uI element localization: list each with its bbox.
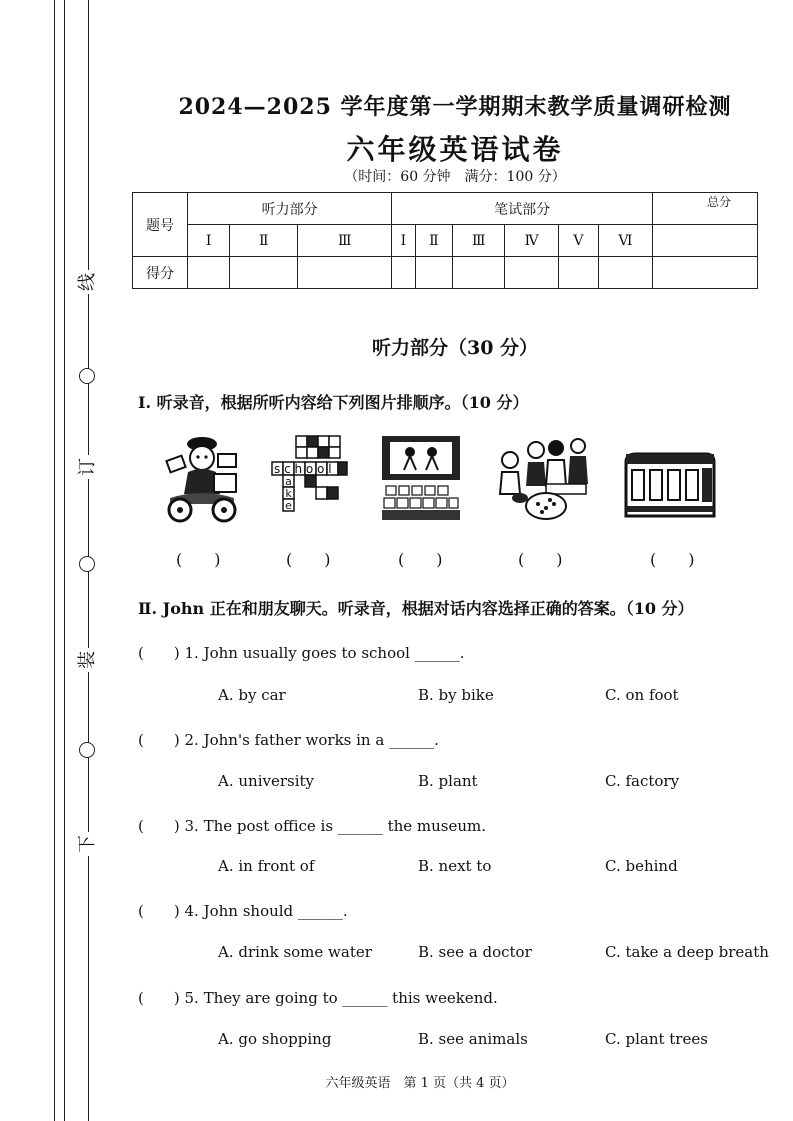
- option-c[interactable]: C. factory: [605, 772, 680, 790]
- score-cell[interactable]: [453, 257, 505, 289]
- margin-circle: [79, 556, 95, 572]
- score-label: 得分: [133, 257, 188, 289]
- question-5[interactable]: [138, 987, 498, 1008]
- crossword-school-cake-icon: [268, 432, 350, 524]
- col-header: Ⅱ: [230, 225, 298, 257]
- part1-heading: Ⅰ. 听录音，根据所听内容给下列图片排顺序。（10 分）: [138, 393, 529, 412]
- margin-circle: [79, 368, 95, 384]
- answer-blank[interactable]: ( ): [398, 550, 443, 569]
- total-header: 总分: [653, 193, 758, 225]
- answer-blank[interactable]: ( ): [650, 550, 695, 569]
- margin-circle: [79, 742, 95, 758]
- cinema-screen-icon: [380, 432, 462, 522]
- option-a[interactable]: A. drink some water: [218, 943, 372, 961]
- margin-label: 订: [76, 455, 100, 479]
- svg-text:k: k: [285, 487, 292, 500]
- col-header: Ⅱ: [415, 225, 453, 257]
- question-prefix: ( ) 4.: [138, 902, 199, 920]
- crossword-across-letters: s c h o o l: [274, 462, 332, 476]
- answer-blank[interactable]: ( ): [176, 550, 221, 569]
- col-header: Ⅲ: [453, 225, 505, 257]
- option-b[interactable]: B. by bike: [418, 686, 494, 704]
- part2-heading: Ⅱ. John 正在和朋友聊天。听录音，根据对话内容选择正确的答案。（10 分）: [138, 599, 694, 618]
- question-text: John usually goes to school ______.: [203, 644, 465, 662]
- subway-train-icon: [624, 432, 716, 522]
- col-header: Ⅰ: [188, 225, 230, 257]
- total-score-cell[interactable]: [653, 257, 758, 289]
- people-cooking-icon: [496, 432, 590, 524]
- option-b[interactable]: B. next to: [418, 857, 492, 875]
- question-prefix: ( ) 1.: [138, 644, 199, 662]
- question-2[interactable]: [138, 729, 439, 750]
- question-prefix: ( ) 3.: [138, 817, 199, 835]
- question-text: They are going to ______ this weekend.: [203, 989, 498, 1007]
- option-a[interactable]: A. by car: [218, 686, 286, 704]
- time-and-score: （时间：60 分钟 满分：100 分）: [344, 169, 566, 185]
- col-header: Ⅵ: [598, 225, 652, 257]
- score-cell[interactable]: [188, 257, 230, 289]
- postman-on-scooter-icon: [162, 432, 242, 524]
- score-cell[interactable]: [505, 257, 559, 289]
- option-b[interactable]: B. see animals: [418, 1030, 528, 1048]
- margin-label: 装: [76, 648, 100, 672]
- col-header: Ⅲ: [298, 225, 392, 257]
- col-header: Ⅴ: [559, 225, 599, 257]
- svg-text:e: e: [285, 499, 292, 512]
- option-c[interactable]: C. plant trees: [605, 1030, 708, 1048]
- option-c[interactable]: C. on foot: [605, 686, 679, 704]
- question-4[interactable]: [138, 900, 348, 921]
- page-footer: 六年级英语 第 1 页（共 4 页）: [325, 1076, 515, 1091]
- question-3[interactable]: [138, 815, 486, 836]
- option-b[interactable]: B. plant: [418, 772, 478, 790]
- question-number-label: 题号: [133, 193, 188, 257]
- question-prefix: ( ) 2.: [138, 731, 199, 749]
- question-text: The post office is ______ the museum.: [203, 817, 487, 835]
- option-a[interactable]: A. in front of: [218, 857, 315, 875]
- exam-title: 2024—2025 学年度第一学期期末教学质量调研检测: [178, 94, 732, 120]
- option-b[interactable]: B. see a doctor: [418, 943, 532, 961]
- question-text: John's father works in a ______.: [203, 731, 439, 749]
- answer-blank[interactable]: ( ): [518, 550, 563, 569]
- question-prefix: ( ) 5.: [138, 989, 199, 1007]
- col-header: Ⅳ: [505, 225, 559, 257]
- margin-rule: [64, 0, 65, 1121]
- score-cell[interactable]: [598, 257, 652, 289]
- col-header: Ⅰ: [392, 225, 415, 257]
- option-c[interactable]: C. behind: [605, 857, 678, 875]
- svg-text:a: a: [285, 475, 292, 488]
- option-c[interactable]: C. take a deep breath: [605, 943, 769, 961]
- score-cell[interactable]: [298, 257, 392, 289]
- question-text: John should ______.: [203, 902, 348, 920]
- written-group-header: 笔试部分: [392, 193, 653, 225]
- section-title: 听力部分（30 分）: [371, 337, 539, 359]
- margin-label: 线: [76, 270, 100, 294]
- total-cell[interactable]: [653, 225, 758, 257]
- answer-blank[interactable]: ( ): [286, 550, 331, 569]
- listening-group-header: 听力部分: [188, 193, 392, 225]
- score-cell[interactable]: [415, 257, 453, 289]
- score-table: [132, 192, 758, 289]
- option-a[interactable]: A. university: [218, 772, 315, 790]
- option-a[interactable]: A. go shopping: [218, 1030, 332, 1048]
- question-1[interactable]: [138, 642, 464, 663]
- paper-title: 六年级英语试卷: [346, 133, 564, 166]
- margin-rule: [54, 0, 55, 1121]
- score-cell[interactable]: [230, 257, 298, 289]
- score-cell[interactable]: [392, 257, 415, 289]
- score-cell[interactable]: [559, 257, 599, 289]
- margin-label: 下: [76, 832, 100, 856]
